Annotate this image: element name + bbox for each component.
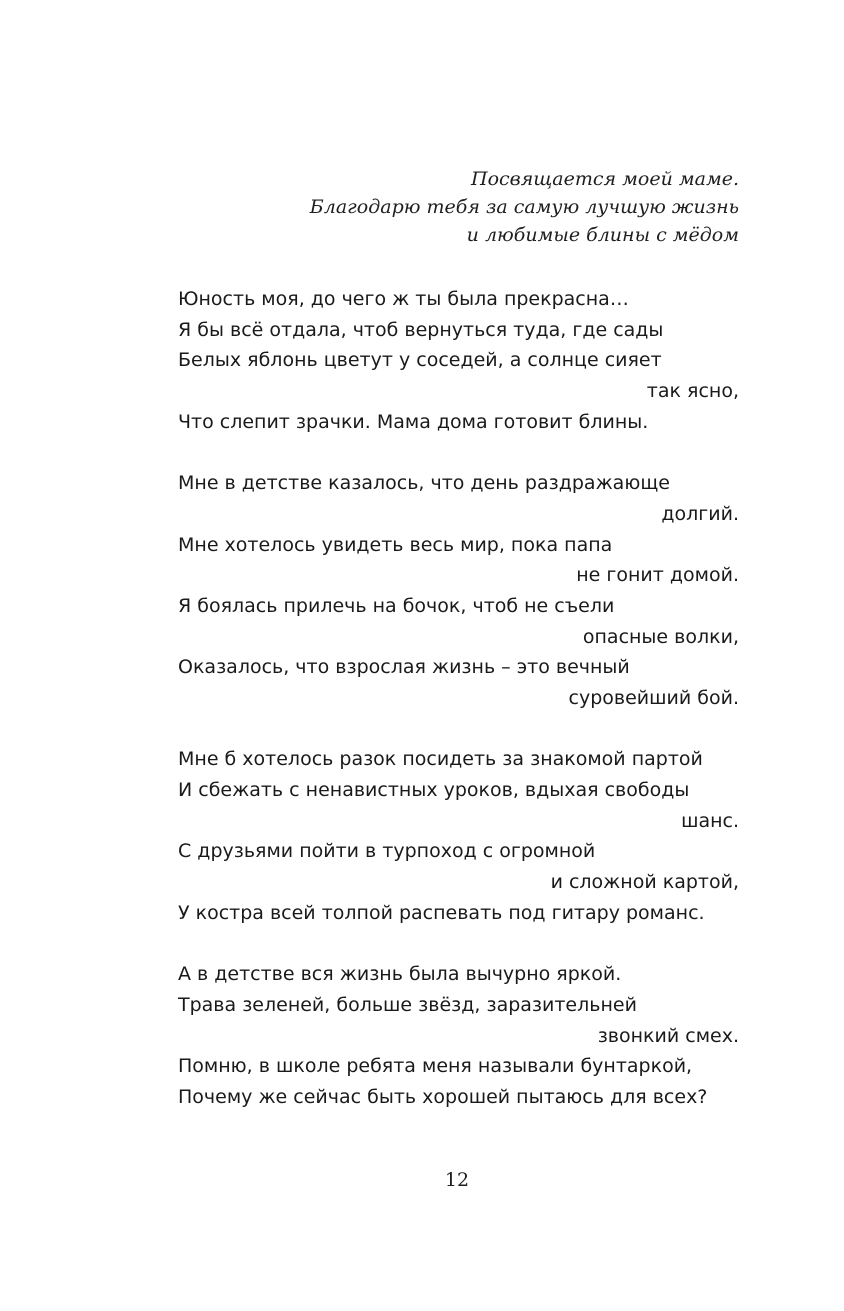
poem-line: И сбежать с ненавистных уроков, вдыхая свободы: [178, 779, 690, 801]
poem-line: Мне хотелось увидеть весь мир, пока папа: [178, 533, 613, 556]
poem-line: Юность моя, до чего ж ты была прекрасна…: [178, 288, 629, 310]
stanza-3: [178, 744, 739, 928]
dedication-line: и любимые блины с мёдом: [466, 224, 739, 246]
poem-line: У костра всей толпой распевать под гитару романс.: [178, 901, 705, 924]
poem-line-continuation: суровейший бой.: [568, 686, 739, 709]
poem-line-continuation: не гонит домой.: [576, 564, 739, 587]
poem: [178, 284, 739, 1113]
poem-line-continuation: опасные волки,: [582, 625, 739, 648]
stanza-4: [178, 959, 739, 1112]
stanza-2: [178, 468, 739, 714]
page-number: 12: [444, 1169, 470, 1191]
poem-line: Я боялась прилечь на бочок, чтоб не съели: [178, 594, 615, 617]
dedication-line: Благодарю тебя за самую лучшую жизнь: [309, 196, 739, 218]
poem-line: С друзьями пойти в турпоход с огромной: [178, 840, 596, 863]
poem-line: Белых яблонь цветут у соседей, а солнце сияет: [178, 349, 662, 372]
stanza-1: [178, 284, 739, 437]
poem-line: Почему же сейчас быть хорошей пытаюсь для всех?: [178, 1085, 708, 1108]
poem-line-continuation: звонкий смех.: [597, 1024, 739, 1047]
poem-line: Трава зеленей, больше звёзд, заразительней: [178, 993, 637, 1016]
dedication: [178, 165, 739, 249]
poem-line: Я бы всё отдала, чтоб вернуться туда, где сады: [178, 318, 664, 341]
poem-line: Мне б хотелось разок посидеть за знакомой партой: [178, 748, 703, 771]
poem-line: Оказалось, что взрослая жизнь – это вечный: [178, 656, 630, 679]
poem-line: Мне в детстве казалось, что день раздражающе: [178, 472, 670, 495]
dedication-line: Посвящается моей маме.: [471, 168, 739, 190]
poem-line: А в детстве вся жизнь была вычурно яркой.: [178, 963, 622, 986]
poem-line-continuation: шанс.: [681, 809, 739, 832]
poem-line-continuation: долгий.: [661, 502, 739, 525]
poem-line-continuation: так ясно,: [646, 380, 739, 403]
poem-line-continuation: и сложной картой,: [550, 871, 739, 894]
poem-line: Помню, в школе ребята меня называли бунтаркой,: [178, 1055, 693, 1078]
poem-line: Что слепит зрачки. Мама дома готовит блины.: [178, 410, 649, 433]
